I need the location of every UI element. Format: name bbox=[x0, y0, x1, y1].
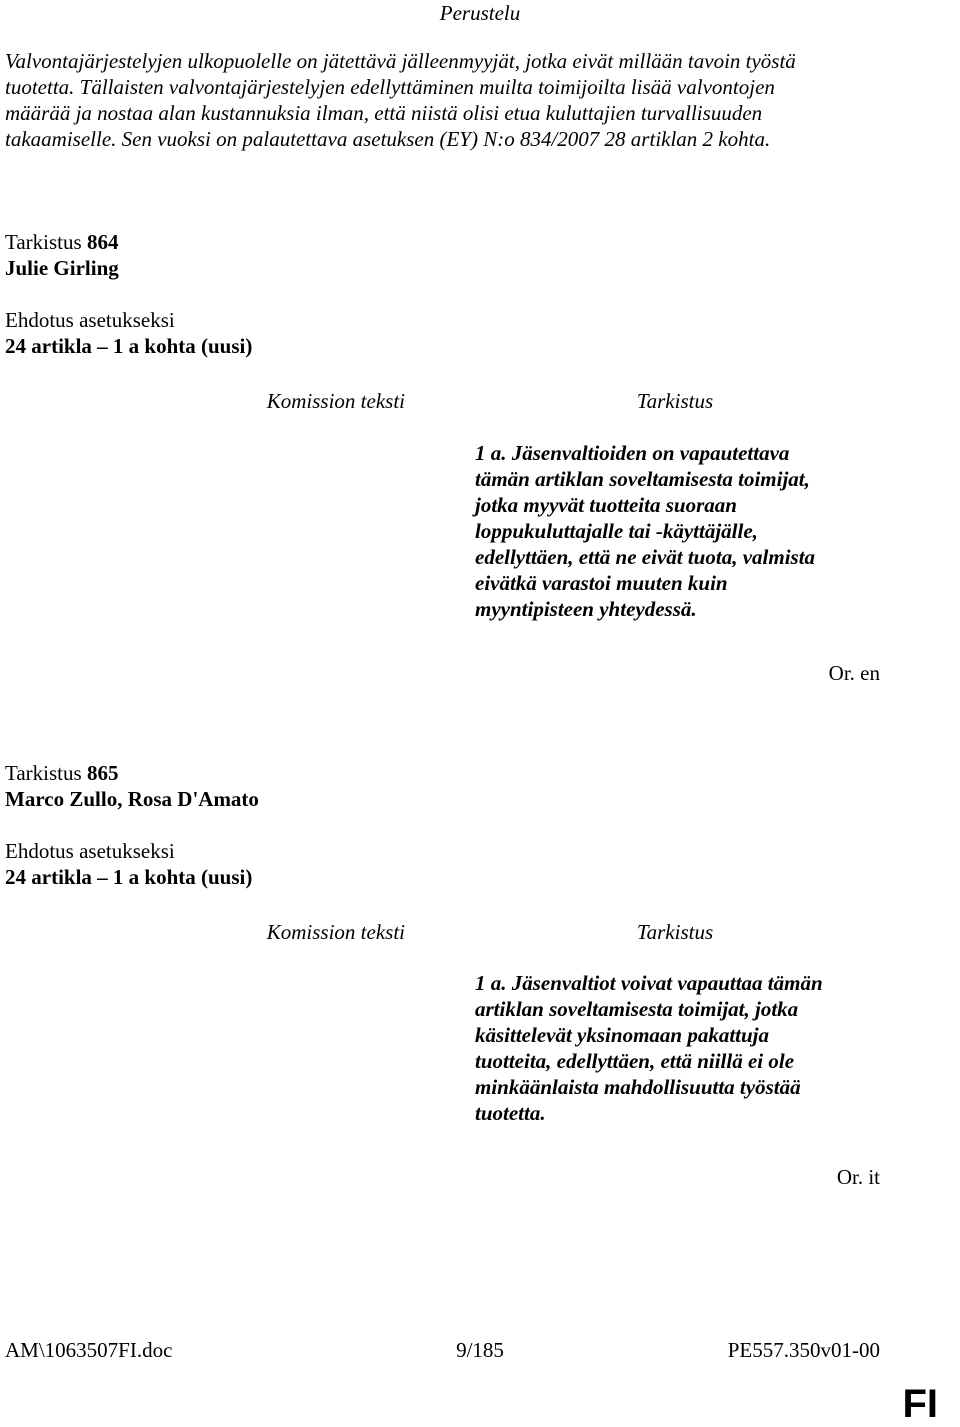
amendment-text: 1 a. Jäsenvaltioiden on vapautettava tämän artiklan soveltamisesta toimijat, jotka myyvät tuotteita suoraan loppukuluttajalle tai -käyttäjälle, edellyttäen, että ne eivät tuota, valmista eivätkä varastoi muuten kuin myyntipisteen yhteydessä. bbox=[475, 441, 816, 621]
proposal-title: Ehdotus asetukseksi bbox=[5, 308, 175, 332]
column-header-amendment: Tarkistus bbox=[636, 389, 714, 413]
amendment-864-header bbox=[5, 229, 935, 359]
amendment-number-value: 864 bbox=[86, 230, 119, 254]
column-header-amendment: Tarkistus bbox=[636, 920, 714, 944]
proposal-title: Ehdotus asetukseksi bbox=[5, 839, 175, 863]
column-header-commission-text: Komission teksti bbox=[266, 920, 405, 944]
amendment-label: Tarkistus bbox=[5, 761, 82, 785]
amendment-865-header bbox=[5, 760, 935, 890]
amendment-text: 1 a. Jäsenvaltiot voivat vapauttaa tämän artiklan soveltamisesta toimijat, jotka käsittelevät yksinomaan pakattuja tuotteita, edellyttäen, että niillä ei ole minkäänlaista mahdollisuutta työstää tuotetta. bbox=[475, 971, 823, 1125]
amendment-number bbox=[5, 760, 935, 786]
original-language: Or. en bbox=[828, 661, 880, 685]
footer-page-number: 9/185 bbox=[456, 1338, 504, 1362]
justification-text: Valvontajärjestelyjen ulkopuolelle on jätettävä jälleenmyyjät, jotka eivät millään tavoin työstä tuotetta. Tällaisten valvontajärjestelyjen edellyttäminen muilta toimijoilta lisää valvontojen määrää ja nostaa alan kustannuksia ilman, että niistä olisi etua kuluttajien turvallisuuden takaamiselle. Sen vuoksi on palautettava asetuksen (EY) N:o 834/2007 28 artiklan 2 kohta. bbox=[5, 49, 796, 151]
footer-language-code: FI bbox=[902, 1382, 938, 1426]
amendment-authors: Marco Zullo, Rosa D'Amato bbox=[5, 787, 259, 811]
article-reference: 24 artikla – 1 a kohta (uusi) bbox=[5, 334, 253, 358]
amendment-label: Tarkistus bbox=[5, 230, 82, 254]
amendment-number bbox=[5, 229, 935, 255]
footer-document-reference: AM\1063507FI.doc bbox=[5, 1338, 173, 1362]
justification-heading: Perustelu bbox=[439, 1, 521, 25]
amendment-authors: Julie Girling bbox=[5, 256, 119, 280]
amendment-number-value: 865 bbox=[86, 761, 119, 785]
original-language: Or. it bbox=[836, 1165, 880, 1189]
article-reference: 24 artikla – 1 a kohta (uusi) bbox=[5, 865, 253, 889]
footer-pe-reference: PE557.350v01-00 bbox=[727, 1338, 880, 1362]
column-header-commission-text: Komission teksti bbox=[266, 389, 405, 413]
